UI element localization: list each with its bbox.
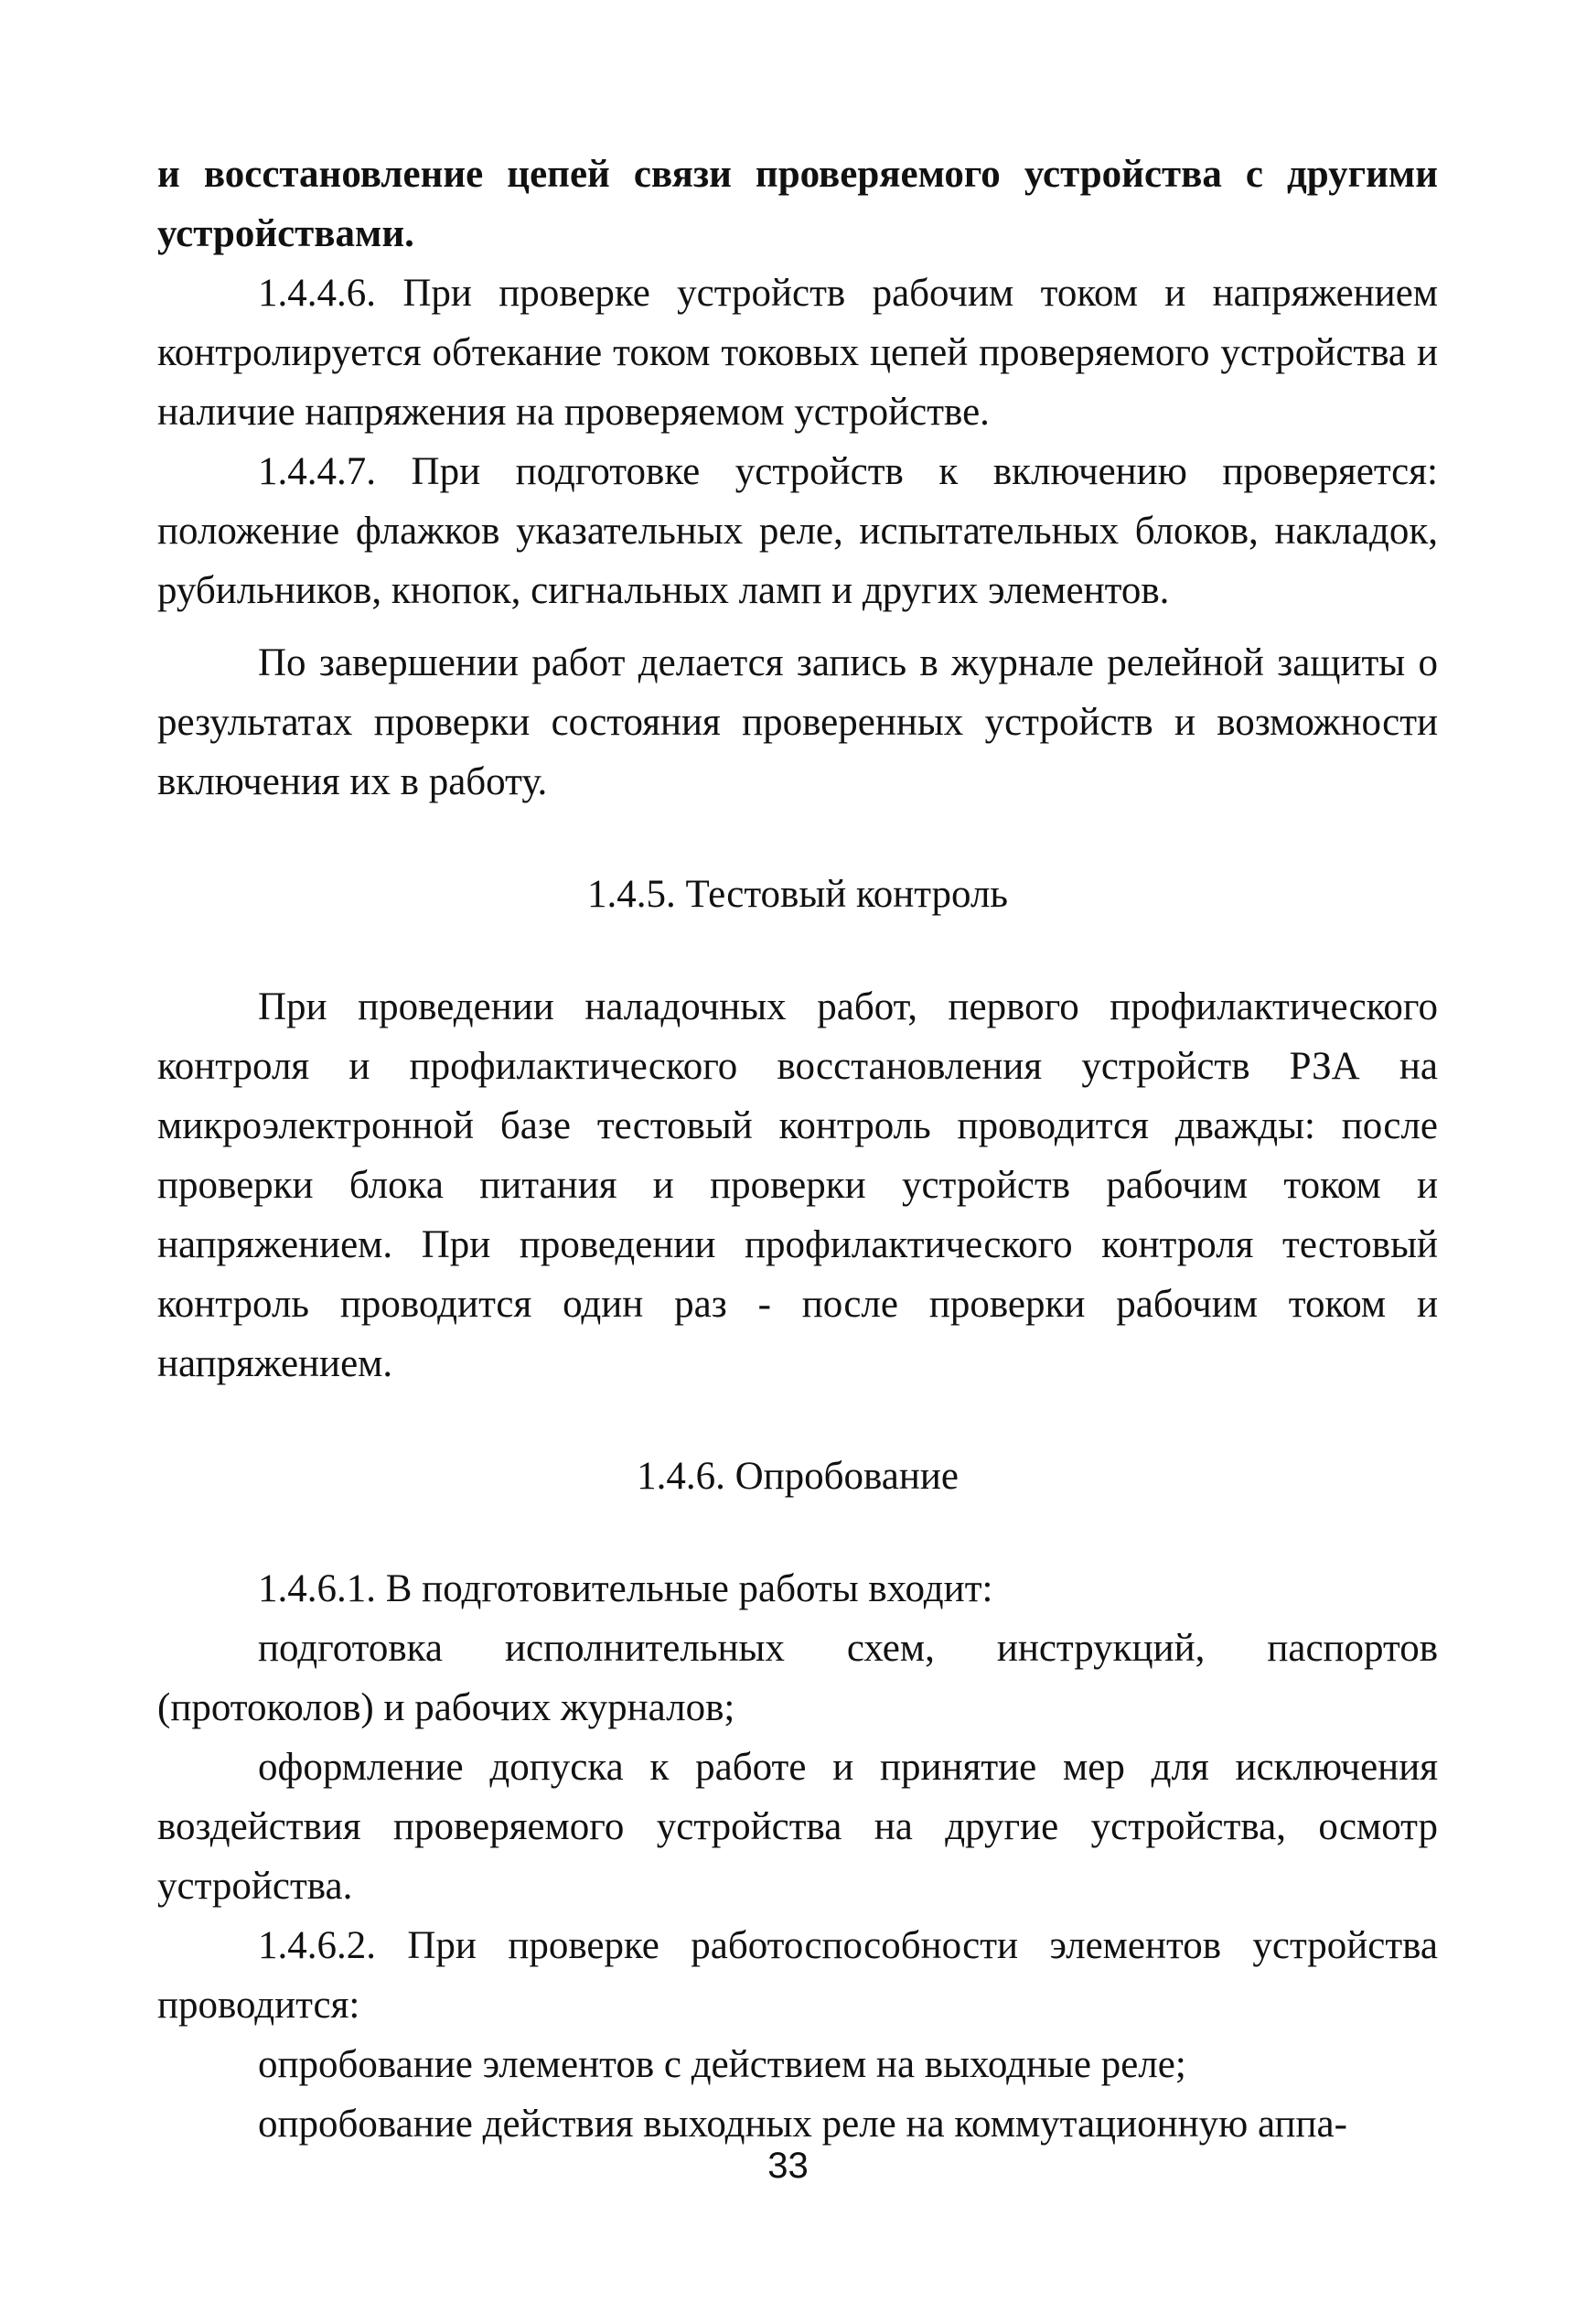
list-item-output-relays: опробование действия выходных реле на коммутационную аппа-	[258, 2103, 1347, 2146]
list-item-permit: оформление допуска к работе и принятие мер для исключения воздействия проверяемого устройства на другие устройства, осмотр устройства.	[157, 1746, 1438, 1908]
paragraph-1-4-4-6: 1.4.4.6. При проверке устройств рабочим током и напряжением контролируется обтекание током токовых цепей проверяемого устройства и наличие напряжения на проверяемом устройстве.	[157, 272, 1438, 434]
section-heading-testing: 1.4.6. Опробование	[637, 1455, 959, 1498]
page-number: 33	[767, 2146, 809, 2186]
paragraph-continuation: и восстановление цепей связи проверяемого устройства с другими устройствами.	[157, 153, 1438, 255]
paragraph-1-4-4-7: 1.4.4.7. При подготовке устройств к включению проверяется: положение флажков указательных реле, испытательных блоков, накладок, рубильников, кнопок, сигнальных ламп и других элементов.	[157, 450, 1438, 612]
list-item-elements-testing: опробование элементов с действием на выходные реле;	[258, 2043, 1186, 2086]
paragraph-1-4-6-2: 1.4.6.2. При проверке работоспособности элементов устройства проводится:	[157, 1924, 1438, 2027]
paragraph-completion-record: По завершении работ делается запись в журнале релейной защиты о результатах проверки состояния проверенных устройств и возможности включения их в работу.	[157, 641, 1438, 803]
paragraph-1-4-6-1: 1.4.6.1. В подготовительные работы входит:	[258, 1567, 993, 1610]
paragraph-test-control: При проведении наладочных работ, первого профилактического контроля и профилактического восстановления устройств РЗА на микроэлектронной базе тестовый контроль проводится дважды: после проверки блока питания и проверки устройств рабочим током и напряжением. При проведении профилактического контроля тестовый контроль проводится один раз - после проверки рабочим током и напряжением.	[157, 985, 1438, 1385]
section-heading-test-control: 1.4.5. Тестовый контроль	[586, 873, 1009, 916]
page-content	[157, 145, 1438, 2154]
list-item-documents: подготовка исполнительных схем, инструкций, паспортов (протоколов) и рабочих журналов;	[157, 1627, 1438, 1729]
